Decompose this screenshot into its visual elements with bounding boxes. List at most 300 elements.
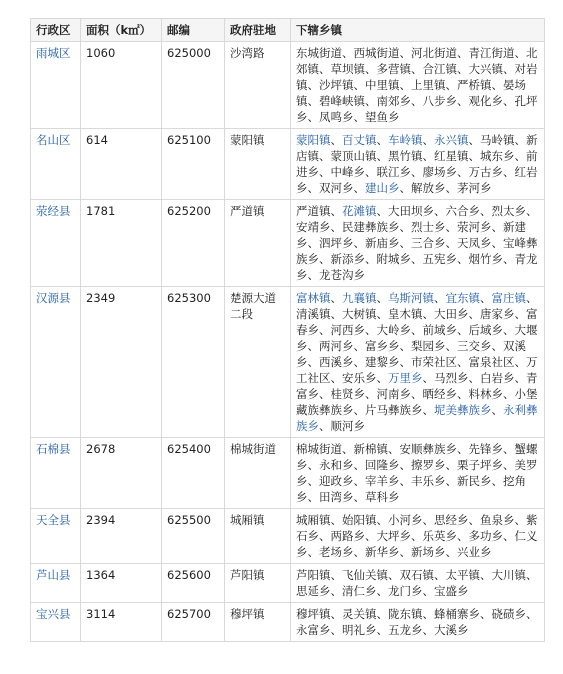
town-item: 河北街道 [411, 46, 457, 60]
town-item[interactable]: 百丈镇 [342, 133, 377, 147]
header-area: 面积（k㎡） [81, 19, 162, 42]
town-item: 顺河乡 [330, 419, 365, 433]
town-separator: 、 [319, 149, 331, 163]
town-item: 永和乡 [319, 458, 354, 472]
town-item: 大溪乡 [434, 623, 469, 637]
town-separator: 、 [526, 204, 538, 218]
seat-cell [225, 200, 291, 287]
town-item: 大川镇 [491, 568, 526, 582]
town-item: 天凤乡 [457, 236, 492, 250]
town-item: 富乡乡 [365, 339, 400, 353]
town-separator: 、 [376, 513, 388, 527]
town-item: 马岭镇 [480, 133, 515, 147]
town-item: 红星镇 [434, 149, 469, 163]
town-item: 小堡藏族彝族乡 [296, 387, 538, 417]
town-item: 大田坝乡 [388, 204, 434, 218]
seat-cell-text: 城厢镇 [230, 513, 265, 527]
town-item: 清仁乡 [342, 584, 377, 598]
area-cell-text: 2349 [86, 291, 116, 305]
town-separator: 、 [365, 252, 377, 266]
table-row [31, 200, 545, 287]
town-item: 黑竹镇 [388, 149, 423, 163]
town-separator: 、 [365, 323, 377, 337]
town-separator: 、 [307, 181, 319, 195]
town-item: 茅河乡 [457, 181, 492, 195]
town-item[interactable]: 富林镇 [296, 291, 331, 305]
county-table [30, 18, 545, 642]
town-item: 老场乡 [319, 545, 354, 559]
town-separator: 、 [330, 371, 342, 385]
district-name-cell-text[interactable]: 石棉县 [36, 442, 71, 456]
district-name-cell-text[interactable]: 荥经县 [36, 204, 71, 218]
town-separator: 、 [307, 236, 319, 250]
town-item: 六合乡 [445, 204, 480, 218]
town-separator: 、 [480, 568, 492, 582]
town-separator: 、 [491, 236, 503, 250]
town-item: 孔坪乡 [296, 94, 538, 124]
town-item: 回隆乡 [365, 458, 400, 472]
town-separator: 、 [399, 355, 411, 369]
town-separator: 、 [411, 165, 423, 179]
seat-cell-text: 楚源大道二段 [230, 291, 276, 321]
town-item: 挖角乡 [296, 474, 526, 504]
town-separator: 、 [514, 133, 526, 147]
town-item: 龙苍沟乡 [319, 268, 365, 282]
town-item: 青江街道 [468, 46, 515, 60]
postcode-cell [162, 509, 225, 564]
header-seat: 政府驻地 [225, 19, 291, 42]
town-separator: 、 [411, 529, 423, 543]
town-separator: 、 [411, 323, 423, 337]
town-item: 蜂桶寨乡 [434, 607, 480, 621]
town-separator: 、 [434, 291, 446, 305]
district-name-cell [31, 129, 81, 200]
town-item: 新店镇 [296, 133, 538, 163]
postcode-cell-text: 625700 [167, 607, 211, 621]
town-separator: 、 [353, 403, 365, 417]
town-item: 廖场乡 [422, 165, 457, 179]
seat-cell [225, 438, 291, 509]
town-item: 三交乡 [457, 339, 492, 353]
town-item: 对岩镇 [296, 62, 538, 92]
town-separator: 、 [445, 181, 457, 195]
town-separator: 、 [353, 474, 365, 488]
town-item: 河南乡 [376, 387, 411, 401]
town-item[interactable]: 乌斯河镇 [388, 291, 434, 305]
town-item: 擦罗乡 [411, 458, 446, 472]
town-separator: 、 [330, 607, 342, 621]
town-item: 万古乡 [468, 165, 503, 179]
town-separator: 、 [376, 607, 388, 621]
town-separator: 、 [307, 268, 319, 282]
town-separator: 、 [526, 568, 538, 582]
town-separator: 、 [411, 94, 423, 108]
town-item: 荥河乡 [457, 220, 492, 234]
town-separator: 、 [503, 165, 515, 179]
town-separator: 、 [480, 204, 492, 218]
town-item: 思经乡 [434, 513, 469, 527]
town-item: 安乐乡 [342, 371, 377, 385]
town-separator: 、 [342, 46, 354, 60]
town-separator: 、 [445, 339, 457, 353]
postcode-cell [162, 438, 225, 509]
postcode-cell-text: 625300 [167, 291, 211, 305]
postcode-cell-text: 625400 [167, 442, 211, 456]
town-item[interactable]: 蒙阳镇 [296, 133, 331, 147]
town-item: 三合乡 [411, 236, 446, 250]
town-item: 始阳镇 [342, 513, 377, 527]
town-separator: 、 [365, 529, 377, 543]
town-item: 硗碛乡 [491, 607, 526, 621]
town-item: 新棉镇 [353, 442, 388, 456]
town-item: 烈士乡 [411, 220, 446, 234]
town-separator: 、 [480, 607, 492, 621]
town-item: 青龙乡 [296, 252, 538, 282]
town-separator: 、 [307, 110, 319, 124]
town-item: 南郊乡 [376, 94, 411, 108]
town-item: 联江乡 [376, 165, 411, 179]
town-separator: 、 [526, 607, 538, 621]
town-separator: 、 [422, 307, 434, 321]
town-separator: 、 [445, 220, 457, 234]
town-item: 棉城街道 [296, 442, 342, 456]
town-separator: 、 [503, 529, 515, 543]
town-item: 仁义乡 [296, 529, 538, 559]
area-cell-text: 1781 [86, 204, 116, 218]
town-separator: 、 [399, 339, 411, 353]
town-item: 明礼乡 [342, 623, 377, 637]
town-separator: 、 [330, 568, 342, 582]
postcode-cell-text: 625000 [167, 46, 211, 60]
seat-cell [225, 509, 291, 564]
town-item: 万工社区 [296, 355, 538, 385]
town-item[interactable]: 宜东镇 [445, 291, 480, 305]
town-item: 草坝镇 [330, 62, 365, 76]
seat-cell [225, 603, 291, 642]
towns-cell [291, 129, 545, 200]
town-item: 梨园乡 [411, 339, 446, 353]
town-item: 大兴镇 [468, 62, 503, 76]
town-separator: 、 [457, 165, 469, 179]
district-name-cell-text[interactable]: 名山区 [36, 133, 71, 147]
town-separator: 、 [422, 607, 434, 621]
town-item: 宰羊乡 [365, 474, 400, 488]
town-item: 附城乡 [376, 252, 411, 266]
town-separator: 、 [376, 623, 388, 637]
town-item: 双石镇 [399, 568, 434, 582]
town-separator: 、 [468, 371, 480, 385]
table-row [31, 564, 545, 603]
town-item: 新华乡 [365, 545, 400, 559]
town-item: 太平镇 [445, 568, 480, 582]
town-separator: 、 [307, 355, 319, 369]
town-separator: 、 [353, 490, 365, 504]
table-header-row [31, 19, 545, 42]
postcode-cell-text: 625600 [167, 568, 211, 582]
town-separator: 、 [445, 78, 457, 92]
town-item[interactable]: 永利彝族乡 [296, 403, 538, 433]
town-item: 宝峰彝族乡 [296, 236, 538, 266]
town-separator: 、 [491, 403, 503, 417]
postcode-cell [162, 200, 225, 287]
header-towns: 下辖乡镇 [291, 19, 545, 42]
town-separator: 、 [503, 323, 515, 337]
town-separator: 、 [457, 46, 469, 60]
town-item[interactable]: 花滩镇 [342, 204, 377, 218]
area-cell [81, 564, 162, 603]
town-item: 前域乡 [422, 323, 457, 337]
postcode-cell [162, 564, 225, 603]
town-separator: 、 [319, 387, 331, 401]
town-item: 小河乡 [388, 513, 423, 527]
town-separator: 、 [342, 442, 354, 456]
town-separator: 、 [411, 252, 423, 266]
town-separator: 、 [307, 339, 319, 353]
town-separator: 、 [457, 387, 469, 401]
town-separator: 、 [468, 133, 480, 147]
town-separator: 、 [353, 458, 365, 472]
town-item: 后域乡 [468, 323, 503, 337]
town-separator: 、 [422, 513, 434, 527]
town-separator: 、 [445, 458, 457, 472]
town-item: 安顺彝族乡 [399, 442, 457, 456]
town-item: 凤鸣乡 [319, 110, 354, 124]
town-item: 乐英乡 [422, 529, 457, 543]
town-separator: 、 [353, 78, 365, 92]
seat-cell-text: 沙湾路 [230, 46, 265, 60]
town-item: 城东乡 [480, 149, 515, 163]
district-name-cell-text[interactable]: 宝兴县 [36, 607, 71, 621]
town-item: 五龙乡 [388, 623, 423, 637]
town-item: 北郊镇 [296, 46, 538, 76]
town-item: 建黎乡 [365, 355, 400, 369]
table-body [31, 42, 545, 642]
postcode-cell [162, 603, 225, 642]
town-item: 陇东镇 [388, 607, 423, 621]
area-cell [81, 438, 162, 509]
town-item: 东城街道 [296, 46, 342, 60]
town-separator: 、 [445, 236, 457, 250]
town-separator: 、 [376, 584, 388, 598]
town-item: 河西乡 [330, 323, 365, 337]
town-separator: 、 [514, 371, 526, 385]
town-separator: 、 [353, 110, 365, 124]
town-separator: 、 [376, 307, 388, 321]
town-separator: 、 [457, 355, 469, 369]
town-separator: 、 [353, 236, 365, 250]
town-item: 穆坪镇 [296, 607, 331, 621]
town-item: 蒙顶山镇 [330, 149, 377, 163]
town-item[interactable]: 九襄镇 [342, 291, 377, 305]
seat-cell-text: 棉城街道 [230, 442, 276, 456]
header-district: 行政区 [31, 19, 81, 42]
town-item: 青富乡 [296, 371, 538, 401]
town-separator: 、 [422, 371, 434, 385]
town-separator: 、 [503, 387, 515, 401]
town-separator: 、 [307, 94, 319, 108]
town-item: 解放乡 [411, 181, 446, 195]
town-separator: 、 [376, 204, 388, 218]
town-item: 城厢镇 [296, 513, 331, 527]
area-cell [81, 42, 162, 129]
town-item: 丰乐乡 [411, 474, 446, 488]
seat-cell-text: 蒙阳镇 [230, 133, 265, 147]
postcode-cell [162, 129, 225, 200]
town-item: 晒经乡 [422, 387, 457, 401]
town-separator: 、 [457, 442, 469, 456]
town-separator: 、 [503, 252, 515, 266]
town-separator: 、 [353, 339, 365, 353]
town-separator: 、 [480, 291, 492, 305]
town-separator: 、 [422, 133, 434, 147]
area-cell [81, 509, 162, 564]
table-row [31, 509, 545, 564]
seat-cell [225, 42, 291, 129]
town-item: 烈太乡 [491, 204, 526, 218]
area-cell [81, 287, 162, 438]
town-item: 烟竹乡 [468, 252, 503, 266]
town-separator: 、 [330, 220, 342, 234]
town-item: 鱼泉乡 [480, 513, 515, 527]
town-separator: 、 [491, 339, 503, 353]
town-item: 双溪乡 [296, 339, 526, 369]
town-item: 泗坪乡 [319, 236, 354, 250]
town-item: 栗子坪乡 [457, 458, 503, 472]
town-item: 大堰乡 [296, 323, 538, 353]
town-separator: 、 [399, 46, 411, 60]
area-cell-text: 614 [86, 133, 108, 147]
towns-cell [291, 438, 545, 509]
town-item[interactable]: 永兴镇 [434, 133, 469, 147]
town-separator: 、 [399, 474, 411, 488]
district-name-cell [31, 287, 81, 438]
town-separator: 、 [457, 323, 469, 337]
town-separator: 、 [445, 474, 457, 488]
town-item: 两河乡 [319, 339, 354, 353]
town-separator: 、 [422, 623, 434, 637]
district-name-cell-text[interactable]: 汉源县 [36, 291, 71, 305]
town-item: 清溪镇 [296, 307, 331, 321]
town-separator: 、 [399, 236, 411, 250]
postcode-cell-text: 625100 [167, 133, 211, 147]
town-separator: 、 [468, 513, 480, 527]
town-separator: 、 [399, 220, 411, 234]
town-item[interactable]: 坭美彝族乡 [434, 403, 492, 417]
town-separator: 、 [457, 529, 469, 543]
area-cell-text: 3114 [86, 607, 116, 621]
town-item: 西城街道 [353, 46, 400, 60]
postcode-cell [162, 287, 225, 438]
town-item: 民建彝族乡 [342, 220, 400, 234]
town-separator: 、 [411, 62, 423, 76]
town-item: 碧峰峡镇 [319, 94, 365, 108]
town-item[interactable]: 车岭镇 [388, 133, 423, 147]
town-separator: 、 [388, 442, 400, 456]
town-item: 灵关镇 [342, 607, 377, 621]
towns-cell [291, 200, 545, 287]
town-separator: 、 [399, 458, 411, 472]
town-separator: 、 [399, 545, 411, 559]
town-separator: 、 [319, 62, 331, 76]
town-item: 草科乡 [365, 490, 400, 504]
town-item: 永富乡 [296, 623, 331, 637]
town-separator: 、 [365, 387, 377, 401]
town-item: 白岩乡 [480, 371, 515, 385]
town-item: 中峰乡 [330, 165, 365, 179]
town-separator: 、 [307, 490, 319, 504]
town-item: 先锋乡 [468, 442, 503, 456]
town-separator: 、 [491, 78, 503, 92]
town-item: 晏场镇 [296, 78, 526, 108]
town-separator: 、 [411, 387, 423, 401]
towns-cell [291, 42, 545, 129]
town-separator: 、 [445, 545, 457, 559]
town-separator: 、 [491, 474, 503, 488]
district-name-cell [31, 603, 81, 642]
town-separator: 、 [399, 78, 411, 92]
town-separator: 、 [330, 584, 342, 598]
town-separator: 、 [457, 62, 469, 76]
town-item: 沙坪镇 [319, 78, 354, 92]
district-name-cell [31, 438, 81, 509]
table-row [31, 603, 545, 642]
town-separator: 、 [526, 291, 538, 305]
town-item: 新建乡 [296, 220, 526, 250]
table-row [31, 129, 545, 200]
seat-cell-text: 芦阳镇 [230, 568, 265, 582]
town-item: 料林乡 [468, 387, 503, 401]
town-separator: 、 [399, 181, 411, 195]
town-item: 上里镇 [411, 78, 446, 92]
town-separator: 、 [514, 149, 526, 163]
town-item: 大岭乡 [376, 323, 411, 337]
town-item: 新民乡 [457, 474, 492, 488]
town-separator: 、 [330, 513, 342, 527]
district-name-cell [31, 42, 81, 129]
district-name-cell-text[interactable]: 天全县 [36, 513, 71, 527]
area-cell-text: 1364 [86, 568, 116, 582]
town-item[interactable]: 建山乡 [365, 181, 400, 195]
town-separator: 、 [307, 474, 319, 488]
town-separator: 、 [388, 568, 400, 582]
town-item: 西溪乡 [319, 355, 354, 369]
town-separator: 、 [319, 419, 331, 433]
town-separator: 、 [319, 165, 331, 179]
town-item: 五宪乡 [422, 252, 457, 266]
town-separator: 、 [307, 545, 319, 559]
town-item[interactable]: 富庄镇 [491, 291, 526, 305]
seat-cell [225, 129, 291, 200]
town-item: 桂贤乡 [330, 387, 365, 401]
town-item: 多营镇 [376, 62, 411, 76]
town-item: 严道镇 [296, 204, 331, 218]
district-name-cell-text[interactable]: 芦山县 [36, 568, 71, 582]
towns-cell [291, 603, 545, 642]
postcode-cell-text: 625200 [167, 204, 211, 218]
district-name-cell-text[interactable]: 雨城区 [36, 46, 71, 60]
town-separator: 、 [376, 133, 388, 147]
town-separator: 、 [457, 94, 469, 108]
area-cell [81, 603, 162, 642]
town-separator: 、 [514, 307, 526, 321]
town-item: 新庙乡 [365, 236, 400, 250]
seat-cell-text: 严道镇 [230, 204, 265, 218]
town-separator: 、 [514, 355, 526, 369]
town-item: 田湾乡 [319, 490, 354, 504]
town-item[interactable]: 万里乡 [388, 371, 423, 385]
town-item: 紫石乡 [296, 513, 538, 543]
table-row [31, 287, 545, 438]
